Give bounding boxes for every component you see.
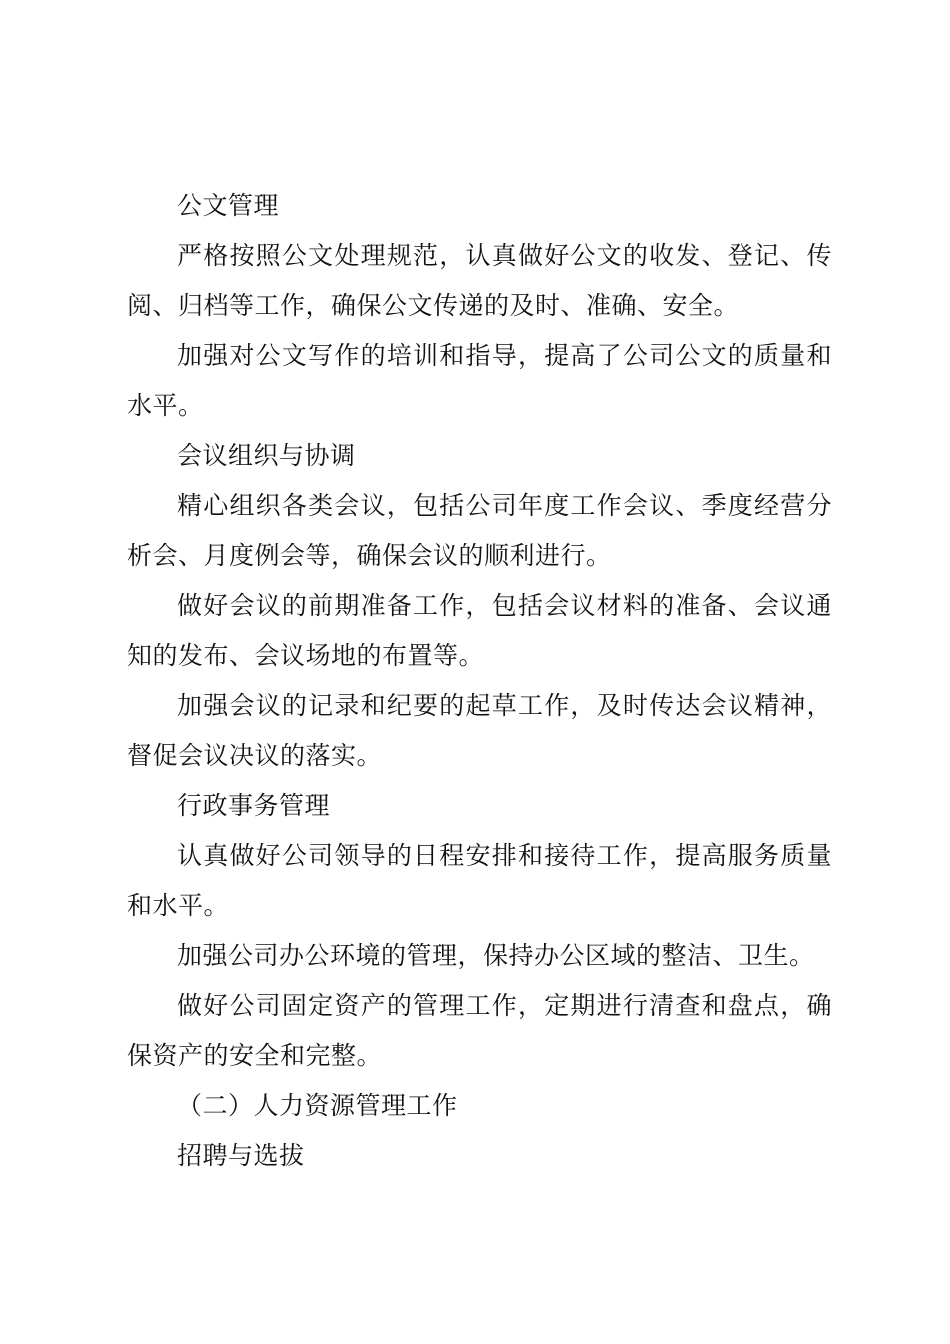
section-heading-recruitment: 招聘与选拔	[177, 1141, 305, 1170]
paragraph: 认真做好公司领导的日程安排和接待工作，提高服务质量和水平。	[127, 841, 832, 920]
section-heading-document-management: 公文管理	[177, 191, 280, 220]
paragraph: 加强公司办公环境的管理，保持办公区域的整洁、卫生。	[177, 941, 815, 970]
paragraph: 做好公司固定资产的管理工作，定期进行清查和盘点，确保资产的安全和完整。	[127, 991, 832, 1070]
paragraph: 加强会议的记录和纪要的起草工作，及时传达会议精神，督促会议决议的落实。	[127, 691, 832, 770]
paragraph: 严格按照公文处理规范，认真做好公文的收发、登记、传阅、归档等工作，确保公文传递的及时、准确、安全。	[127, 241, 832, 320]
section-heading-administrative-affairs: 行政事务管理	[177, 791, 331, 820]
section-heading-meeting-coordination: 会议组织与协调	[177, 441, 356, 470]
paragraph: 精心组织各类会议，包括公司年度工作会议、季度经营分析会、月度例会等，确保会议的顺利进行。	[127, 491, 832, 570]
section-heading-human-resources: （二）人力资源管理工作	[177, 1091, 458, 1120]
paragraph: 加强对公文写作的培训和指导，提高了公司公文的质量和水平。	[127, 341, 832, 420]
document-page	[127, 181, 832, 1181]
paragraph: 做好会议的前期准备工作，包括会议材料的准备、会议通知的发布、会议场地的布置等。	[127, 591, 832, 670]
